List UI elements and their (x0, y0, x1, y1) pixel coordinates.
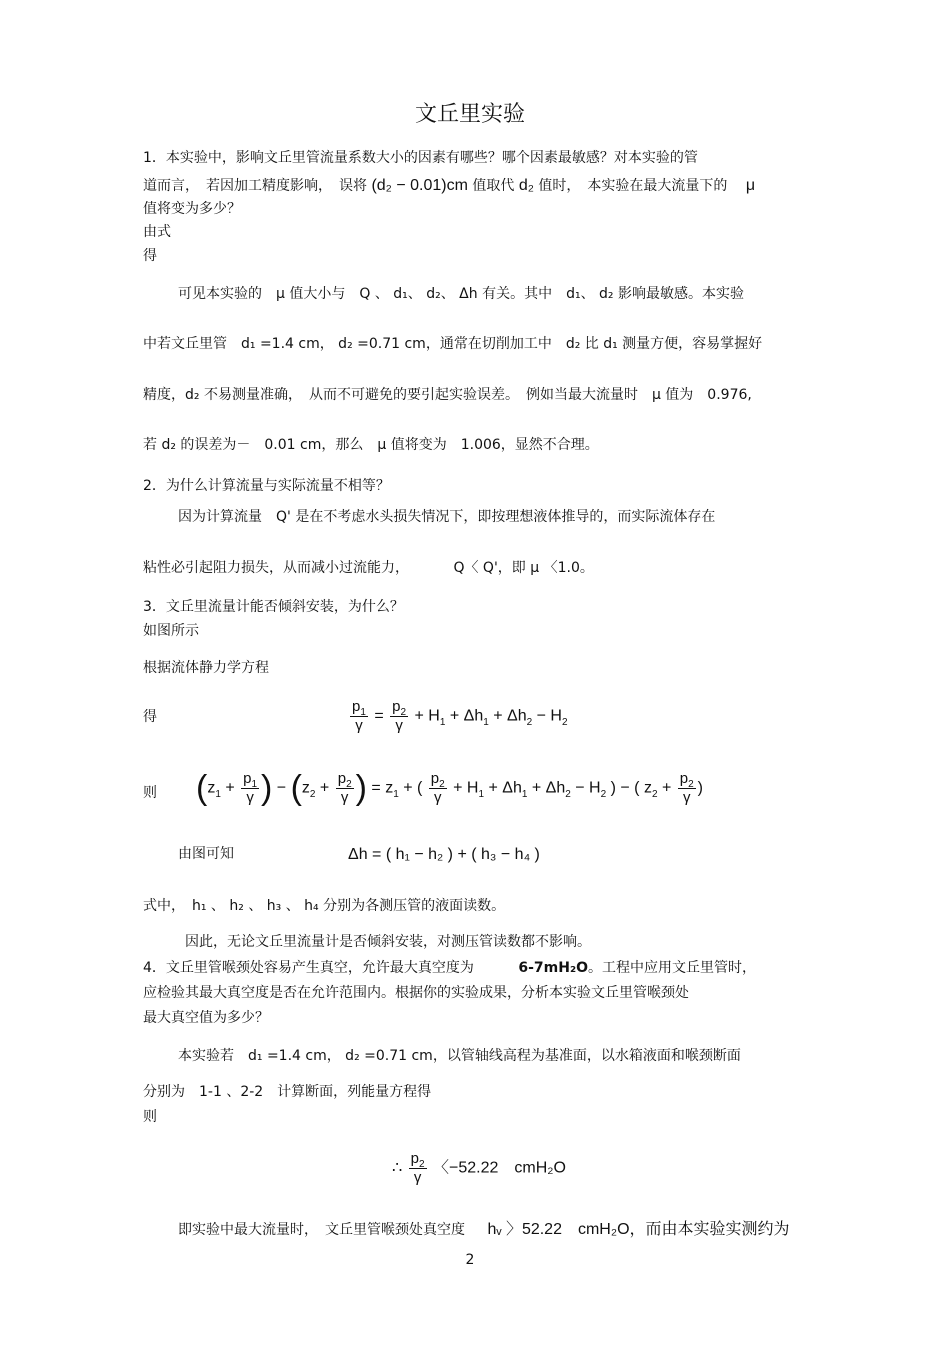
q4-last-line-value: hᵥ 〉52.22 cmH₂O，而由本实验实测约为 (487, 1221, 790, 1238)
q3-title: 3．文丘里流量计能否倾斜安装，为什么？ (143, 599, 404, 615)
q3-equation-3: Δh = ( h₁ − h₂ ) + ( h₃ − h₄ ) (348, 846, 540, 863)
q3-equation-2: ($z_1$ + $\frac{p_1}{\gamma}$ ) − ($z_2$ + $\frac{p_2}{\gamma}$ ) = $z_1$ + ( $\frac{p_2}{\gamma}$ + $H_1 + \Delta h_1 + \Delta h_2 - H_2$ ) − ( $z_2$ + $\frac{p_2}{\gamma}$ ) (196, 769, 703, 807)
q3-label-de: 得 (143, 709, 157, 725)
q1-line2-d2: d₂ (518, 177, 534, 194)
q1-paragraph-3: 精度，d₂ 不易测量准确， 从而不可避免的要引起实验误差。 例如当最大流量时 μ 值为 0.976, (143, 387, 752, 403)
q3-label-ze: 则 (143, 785, 157, 801)
q3-line-figure: 如图所示 (143, 623, 199, 639)
q1-paragraph-2: 中若文丘里管 d₁ =1.4 cm， d₂ =0.71 cm，通常在切削加工中 d₂ 比 d₁ 测量方便，容易掌握好 (143, 336, 763, 352)
frac-p2-gamma-5: $\frac{p_2}{\gamma}$ (410, 1150, 425, 1186)
frac-p2-gamma: $\frac{p_2}{\gamma}$ (392, 698, 407, 734)
q4-paragraph-2: 分别为 1-1 、2-2 计算断面，列能量方程得 (143, 1084, 432, 1100)
q4-line1 (143, 960, 756, 977)
q1-line2-mu: μ (745, 177, 756, 194)
frac-p1-gamma-2: $\frac{p_1}{\gamma}$ (243, 769, 258, 806)
therefore-symbol: ∴ (392, 1159, 403, 1177)
page-number: 2 (465, 1252, 475, 1268)
q1-line2-expr: (d₂ − 0.01)cm (371, 177, 468, 194)
q4-line3: 最大真空值为多少？ (143, 1010, 269, 1026)
q1-line2-text-c: 值取代 (472, 178, 515, 194)
page-title: 文丘里实验 (414, 102, 525, 127)
q3-conclusion: 因此，无论文丘里流量计是否倾斜安装，对测压管读数都不影响。 (185, 934, 591, 950)
frac-p2-gamma-2: $\frac{p_2}{\gamma}$ (337, 769, 352, 806)
q4-paragraph-3: 则 (143, 1109, 157, 1125)
q1-line1: 1．本实验中，影响文丘里管流量系数大小的因素有哪些？哪个因素最敏感？对本实验的管 (143, 150, 698, 166)
q4-line1-text: 4．文丘里管喉颈处容易产生真空，允许最大真空度为 (143, 960, 474, 976)
q1-line2-text-e: 值时， 本实验在最大流量下的 (538, 178, 728, 194)
q4-line2: 应检验其最大真空度是否在允许范围内。根据你的实验成果，分析本实验文丘里管喉颈处 (143, 985, 689, 1001)
q1-line3: 值将变为多少？ (143, 201, 241, 217)
q4-line1-vacuum: 6-7mH₂O (518, 960, 588, 976)
q1-line2-text-a: 道而言， 若因加工精度影响， 误将 (143, 178, 367, 194)
frac-p2-gamma-4: $\frac{p_2}{\gamma}$ (679, 769, 694, 806)
q4-result (392, 1150, 566, 1187)
q4-last-line (178, 1220, 790, 1239)
q2-paragraph-2 (143, 560, 594, 577)
q1-paragraph-1: 可见本实验的 μ 值大小与 Q 、 d₁、 d₂、 Δh 有关。其中 d₁、 d₂ 影响最敏感。本实验 (178, 286, 744, 302)
q3-line-hydrostatics: 根据流体静力学方程 (143, 660, 269, 676)
q4-line1-tail: 。工程中应用文丘里管时， (588, 960, 756, 976)
q1-line5: 得 (143, 248, 157, 264)
q2-paragraph-2-inequality: Q〈 Q'，即 μ 〈1.0。 (453, 560, 594, 576)
q4-last-line-text: 即实验中最大流量时， 文丘里管喉颈处真空度 (178, 1222, 465, 1238)
q3-equation-1: $\frac{p_1}{\gamma}$ = $\frac{p_2}{\gamma}$ + $H_1 + \Delta h_1 + \Delta h_2 - H_2$ (352, 698, 568, 734)
q4-paragraph-1: 本实验若 d₁ =1.4 cm， d₂ =0.71 cm，以管轴线高程为基准面，以水箱液面和喉颈断面 (178, 1048, 741, 1064)
q2-title: 2．为什么计算流量与实际流量不相等？ (143, 478, 390, 494)
q4-result-value: 〈−52.22 cmH₂O (433, 1159, 566, 1177)
q2-paragraph-2-text: 粘性必引起阻力损失，从而减小过流能力， (143, 560, 409, 576)
q2-paragraph-1: 因为计算流量 Q' 是在不考虑水头损失情况下，即按理想液体推导的，而实际流体存在 (178, 509, 716, 525)
q3-note: 式中， h₁ 、 h₂ 、 h₃ 、 h₄ 分别为各测压管的液面读数。 (143, 898, 506, 914)
q1-line4: 由式 (143, 224, 171, 240)
frac-p1-gamma: $\frac{p_1}{\gamma}$ (352, 698, 366, 734)
q3-label-figure: 由图可知 (178, 846, 234, 862)
q1-line2 (143, 176, 755, 195)
q1-paragraph-4: 若 d₂ 的误差为－ 0.01 cm，那么 μ 值将变为 1.006，显然不合理。 (143, 437, 599, 453)
frac-p2-gamma-3: $\frac{p_2}{\gamma}$ (430, 769, 445, 806)
